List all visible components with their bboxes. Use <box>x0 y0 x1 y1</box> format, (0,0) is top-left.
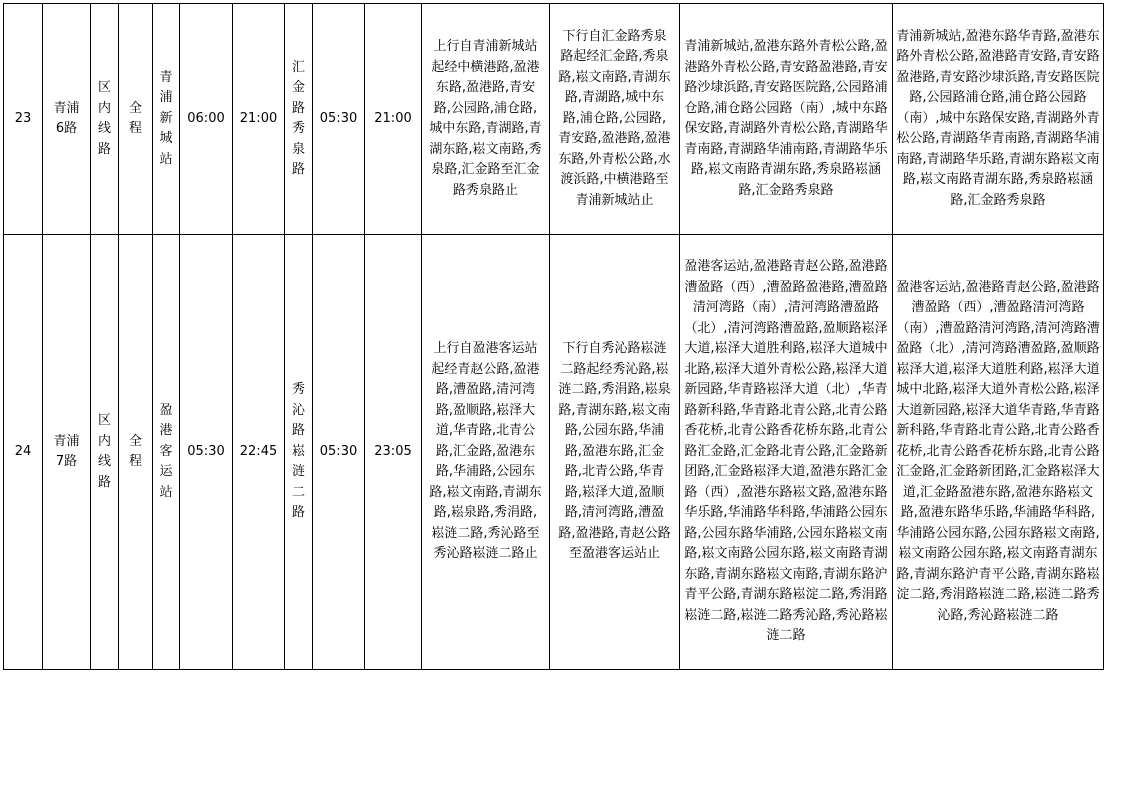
terminus-first-bus: 05:30 <box>313 4 365 235</box>
down-route-description: 下行自汇金路秀泉路起经汇金路,秀泉路,崧文南路,青湖东路,青湖路,城中东路,浦仓路,公园路,青安路,盈港路,盈港东路,外青松公路,水渡浜路,中横港路至青浦新城站止 <box>550 4 680 235</box>
origin-station: 青浦新城站 <box>153 4 180 235</box>
origin-last-bus: 22:45 <box>233 235 285 670</box>
route-name: 青浦7路 <box>43 235 91 670</box>
route-range: 全程 <box>119 4 153 235</box>
up-route-description: 上行自盈港客运站起经青赵公路,盈港路,漕盈路,清河湾路,盈顺路,崧泽大道,华青路,北青公路,汇金路,盈港东路,华浦路,公园东路,崧文南路,青湖东路,崧泉路,秀涓路,崧涟二路,秀沁路至秀沁路崧涟二路止 <box>422 235 550 670</box>
route-range: 全程 <box>119 235 153 670</box>
table-row <box>4 235 1104 670</box>
terminus-last-bus: 23:05 <box>365 235 422 670</box>
route-type: 区内线路 <box>91 4 119 235</box>
up-stops-list: 盈港客运站,盈港路青赵公路,盈港路漕盈路（西）,漕盈路盈港路,漕盈路清河湾路（南）,清河湾路漕盈路（北）,清河湾路漕盈路,盈顺路崧泽大道,崧泽大道胜利路,崧泽大道城中北路,崧泽大道外青松公路,崧泽大道新园路,华青路崧泽大道（北）,华青路新科路,华青路北青公路,北青公路香花桥,北青公路香花桥东路,北青公路汇金路,汇金路北青公路,汇金路新团路,汇金路崧泽大道,盈港东路汇金路（西）,盈港东路崧文路,盈港东路华乐路,华浦路华科路,华浦路公园东路,公园东路华浦路,公园东路崧文南路,崧文南路公园东路,崧文南路青湖东路,青湖东路崧文南路,青湖东路沪青平公路,青湖东路崧淀二路,秀涓路崧涟二路,崧涟二路秀沁路,秀沁路崧涟二路 <box>680 235 893 670</box>
origin-station: 盈港客运站 <box>153 235 180 670</box>
origin-first-bus: 06:00 <box>180 4 233 235</box>
down-route-description: 下行自秀沁路崧涟二路起经秀沁路,崧涟二路,秀涓路,崧泉路,青湖东路,崧文南路,公园东路,华浦路,盈港东路,汇金路,北青公路,华青路,崧泽大道,盈顺路,清河湾路,漕盈路,盈港路,青赵公路至盈港客运站止 <box>550 235 680 670</box>
down-stops-list: 青浦新城站,盈港东路华青路,盈港东路外青松公路,盈港路青安路,青安路盈港路,青安路沙埭浜路,青安路医院路,公园路浦仓路,浦仓路公园路（南）,城中东路保安路,青湖路外青松公路,青湖路华青南路,青湖路华浦南路,青湖路华乐路,青湖东路崧文南路,崧文南路青湖东路,秀泉路崧涵路,汇金路秀泉路 <box>893 4 1104 235</box>
terminus-station: 秀沁路崧涟二路 <box>285 235 313 670</box>
down-stops-list: 盈港客运站,盈港路青赵公路,盈港路漕盈路（西）,漕盈路清河湾路（南）,漕盈路清河湾路,清河湾路漕盈路（北）,清河湾路漕盈路,盈顺路崧泽大道,崧泽大道胜利路,崧泽大道城中北路,崧泽大道外青松公路,崧泽大道新园路,崧泽大道华青路,华青路新科路,华青路北青公路,北青公路香花桥,北青公路香花桥东路,北青公路汇金路,汇金路新团路,汇金路崧泽大道,汇金路盈港东路,盈港东路崧文路,盈港东路华乐路,华浦路华科路,华浦路公园东路,公园东路崧文南路,崧文南路公园东路,崧文南路青湖东路,青湖东路沪青平公路,青湖东路崧淀二路,秀涓路崧涟二路,崧涟二路秀沁路,秀沁路崧涟二路 <box>893 235 1104 670</box>
origin-last-bus: 21:00 <box>233 4 285 235</box>
origin-first-bus: 05:30 <box>180 235 233 670</box>
up-route-description: 上行自青浦新城站起经中横港路,盈港东路,盈港路,青安路,公园路,浦仓路,城中东路,青湖路,青湖东路,崧文南路,秀泉路,汇金路至汇金路秀泉路止 <box>422 4 550 235</box>
route-number: 24 <box>4 235 43 670</box>
up-stops-list: 青浦新城站,盈港东路外青松公路,盈港路外青松公路,青安路盈港路,青安路沙埭浜路,青安路医院路,公园路浦仓路,浦仓路公园路（南）,城中东路保安路,青湖路外青松公路,青湖路华青南路,青湖路华浦南路,青湖路华乐路,崧文南路青湖东路,秀泉路崧涵路,汇金路秀泉路 <box>680 4 893 235</box>
terminus-last-bus: 21:00 <box>365 4 422 235</box>
table-row <box>4 4 1104 235</box>
route-name: 青浦6路 <box>43 4 91 235</box>
route-type: 区内线路 <box>91 235 119 670</box>
bus-route-table <box>3 3 1104 670</box>
terminus-station: 汇金路秀泉路 <box>285 4 313 235</box>
route-number: 23 <box>4 4 43 235</box>
terminus-first-bus: 05:30 <box>313 235 365 670</box>
